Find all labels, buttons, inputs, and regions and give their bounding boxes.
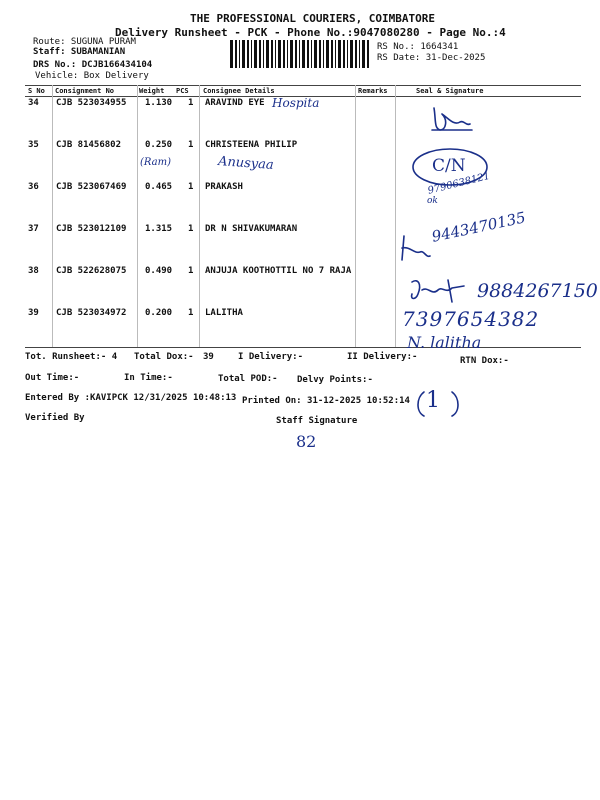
row-consignee: ARAVIND EYE <box>205 98 265 108</box>
row-consignee: LALITHA <box>205 308 243 318</box>
row-sno: 34 <box>28 98 39 108</box>
row-consignee: CHRISTEENA PHILIP <box>205 140 298 150</box>
row-pcs: 1 <box>188 308 194 318</box>
i-delivery: I Delivery:- <box>238 352 304 362</box>
hand-phone-lalitha: 7397654382 <box>402 307 540 331</box>
entered-by: Entered By :KAVIPCK 12/31/2025 10:48:13 <box>25 393 237 403</box>
staff-label: Staff: SUBAMANIAN <box>33 47 126 57</box>
row-consignment-no: CJB 522628075 <box>56 266 127 276</box>
row-sno: 35 <box>28 140 39 150</box>
row-consignee: ANJUJA KOOTHOTTIL NO 7 RAJA <box>205 266 352 276</box>
row-consignee: PRAKASH <box>205 182 243 192</box>
circled-mark <box>416 388 460 420</box>
hand-anusyaa: Anusyaa <box>217 154 275 173</box>
row-sno: 38 <box>28 266 39 276</box>
row-weight: 0.465 <box>145 182 173 192</box>
hand-phone-shivakumaran: 9443470135 <box>430 208 528 246</box>
tot-runsheet: Tot. Runsheet:- 4 <box>25 352 118 362</box>
row-consignment-no: CJB 523012109 <box>56 224 127 234</box>
row-weight: 1.130 <box>145 98 173 108</box>
row-weight: 0.250 <box>145 140 173 150</box>
row-weight: 0.200 <box>145 308 173 318</box>
row-sno: 36 <box>28 182 39 192</box>
col-seal: Seal & Signature <box>416 87 484 95</box>
rs-number: RS No.: 1664341 <box>377 42 459 52</box>
row-sno: 39 <box>28 308 39 318</box>
cin-text: C/N <box>432 156 466 176</box>
row-consignment-no: CJB 523034955 <box>56 98 127 108</box>
ii-delivery: II Delivery:- <box>347 352 418 362</box>
verified-by: Verified By <box>25 413 85 423</box>
delvy-points: Delvy Points:- <box>297 375 373 385</box>
row-consignment-no: CJB 523034972 <box>56 308 127 318</box>
vehicle-label: Vehicle: Box Delivery <box>35 71 149 81</box>
rtn-dox: RTN Dox:- <box>460 356 509 366</box>
company-name: THE PROFESSIONAL COURIERS, COIMBATORE <box>190 12 436 25</box>
row-consignee: DR N SHIVAKUMARAN <box>205 224 298 234</box>
row-pcs: 1 <box>188 98 194 108</box>
hand-lalitha-name: N. lalitha <box>407 333 482 352</box>
total-dox-label: Total Dox:- <box>134 352 194 362</box>
route-label: Route: SUGUNA PURAM <box>33 37 136 47</box>
out-time: Out Time:- <box>25 373 80 383</box>
hand-hospita: Hospita <box>272 96 320 110</box>
row-consignment-no: CJB 523067469 <box>56 182 127 192</box>
rs-date: RS Date: 31-Dec-2025 <box>377 53 486 63</box>
row-pcs: 1 <box>188 266 194 276</box>
row-pcs: 1 <box>188 182 194 192</box>
row-sno: 37 <box>28 224 39 234</box>
barcode <box>230 40 370 68</box>
signature-row-37 <box>398 232 434 264</box>
in-time: In Time:- <box>124 373 173 383</box>
hand-ram: (Ram) <box>140 157 172 168</box>
printed-on: Printed On: 31-12-2025 10:52:14 <box>242 396 410 406</box>
col-remarks: Remarks <box>358 87 388 95</box>
runsheet-title: Delivery Runsheet - PCK - Phone No.:9047080280 - Page No.:4 <box>115 26 506 39</box>
col-pcs: PCS <box>176 87 189 95</box>
col-sno: S No <box>28 87 45 95</box>
total-dox-value: 39 <box>203 352 214 362</box>
row-pcs: 1 <box>188 224 194 234</box>
col-consignment: Consignment No <box>55 87 115 95</box>
signature-row-38 <box>408 276 468 306</box>
signature-row-34 <box>428 100 478 136</box>
row-weight: 0.490 <box>145 266 173 276</box>
col-weight: Weight <box>139 87 165 95</box>
row-weight: 1.315 <box>145 224 173 234</box>
total-pod: Total POD:- <box>218 374 278 384</box>
hand-ok: ok <box>427 196 438 206</box>
row-consignment-no: CJB 81456802 <box>56 140 122 150</box>
col-consignee: Consignee Details <box>203 87 275 95</box>
drs-number: DRS No.: DCJB166434104 <box>33 60 153 70</box>
staff-signature: Staff Signature <box>276 416 358 426</box>
hand-phone-anjuja: 9884267150 <box>477 280 598 302</box>
hand-phone-prakash: 9790638121 <box>426 170 492 197</box>
staff-initials: 82 <box>296 432 317 451</box>
row-pcs: 1 <box>188 140 194 150</box>
hand-circled-one: 1 <box>426 388 440 413</box>
